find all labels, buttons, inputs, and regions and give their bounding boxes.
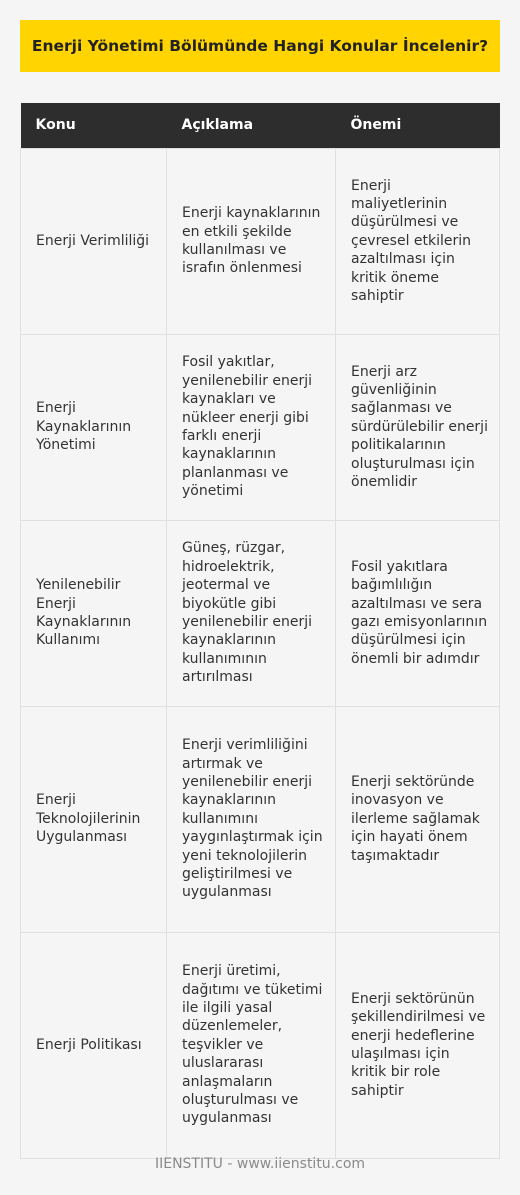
cell-aciklama: Fosil yakıtlar, yenilenebilir enerji kaynakları ve nükleer enerji gibi farklı enerji kaynaklarının planlanması ve yönetimi bbox=[167, 334, 336, 520]
cell-konu: Yenilenebilir Enerji Kaynaklarının Kullanımı bbox=[21, 520, 167, 706]
cell-onemi: Enerji maliyetlerinin düşürülmesi ve çevresel etkilerin azaltılması için kritik öneme sahiptir bbox=[336, 148, 500, 334]
cell-aciklama: Enerji kaynaklarının en etkili şekilde kullanılması ve israfın önlenmesi bbox=[167, 148, 336, 334]
cell-aciklama: Güneş, rüzgar, hidroelektrik, jeotermal ve biyokütle gibi yenilenebilir enerji kaynaklarının kullanımının artırılması bbox=[167, 520, 336, 706]
table-row bbox=[21, 334, 500, 520]
column-header-konu: Konu bbox=[21, 103, 167, 148]
cell-konu: Enerji Verimliliği bbox=[21, 148, 167, 334]
cell-onemi: Enerji arz güvenliğinin sağlanması ve sürdürülebilir enerji politikalarının oluşturulması için önemlidir bbox=[336, 334, 500, 520]
page-title: Enerji Yönetimi Bölümünde Hangi Konular İncelenir? bbox=[20, 20, 500, 72]
column-header-aciklama: Açıklama bbox=[167, 103, 336, 148]
cell-aciklama: Enerji verimliliğini artırmak ve yenilenebilir enerji kaynaklarının kullanımını yaygınlaştırmak için yeni teknolojilerin geliştirilmesi ve uygulanması bbox=[167, 706, 336, 932]
cell-aciklama: Enerji üretimi, dağıtımı ve tüketimi ile ilgili yasal düzenlemeler, teşvikler ve uluslararası anlaşmaların oluşturulması ve uygulanması bbox=[167, 932, 336, 1158]
cell-konu: Enerji Kaynaklarının Yönetimi bbox=[21, 334, 167, 520]
table-header-row bbox=[21, 103, 500, 148]
footer-credit: IIENSTITU - www.iienstitu.com bbox=[154, 1156, 366, 1172]
cell-konu: Enerji Teknolojilerinin Uygulanması bbox=[21, 706, 167, 932]
column-header-onemi: Önemi bbox=[336, 103, 500, 148]
table-row bbox=[21, 706, 500, 932]
info-table bbox=[20, 103, 500, 1159]
table-row bbox=[21, 520, 500, 706]
table-row bbox=[21, 148, 500, 334]
cell-onemi: Enerji sektöründe inovasyon ve ilerleme sağlamak için hayati önem taşımaktadır bbox=[336, 706, 500, 932]
table-row bbox=[21, 932, 500, 1158]
cell-onemi: Enerji sektörünün şekillendirilmesi ve enerji hedeflerine ulaşılması için kritik bir role sahiptir bbox=[336, 932, 500, 1158]
cell-konu: Enerji Politikası bbox=[21, 932, 167, 1158]
cell-onemi: Fosil yakıtlara bağımlılığın azaltılması ve sera gazı emisyonlarının düşürülmesi için önemli bir adımdır bbox=[336, 520, 500, 706]
